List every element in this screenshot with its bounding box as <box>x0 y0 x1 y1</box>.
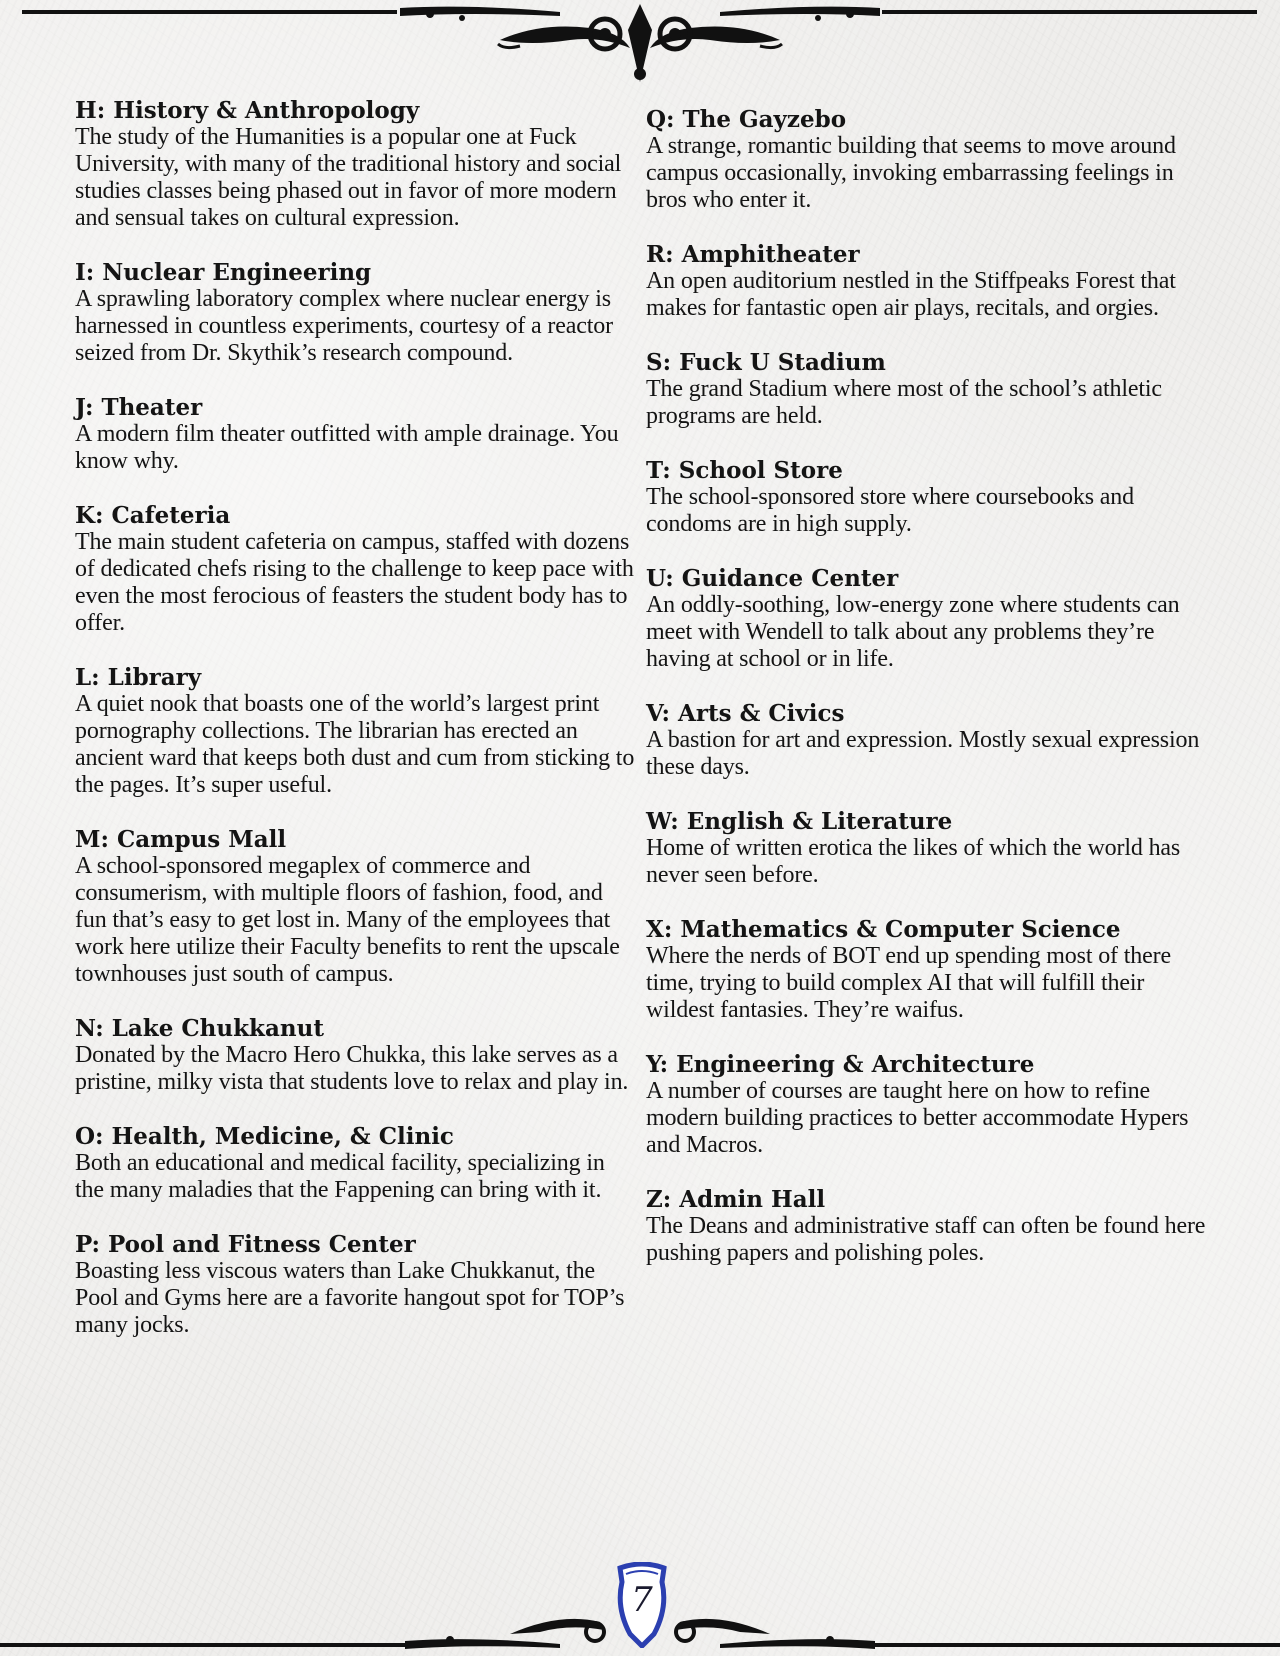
page-badge <box>612 1562 672 1648</box>
entry-o <box>75 1123 635 1204</box>
entry-text: A modern film theater outfitted with ample drainage. You know why. <box>75 421 619 474</box>
entry-title: W: English & Literature <box>646 808 953 835</box>
entry-text: An oddly-soothing, low-energy zone where students can meet with Wendell to talk about any problems they’re having at school or in life. <box>646 592 1180 672</box>
entry-text: Where the nerds of BOT end up spending most of there time, trying to build complex AI that will fulfill their wildest fantasies. They’re waifus. <box>646 943 1171 1023</box>
entry-l <box>75 664 635 799</box>
left-column <box>75 97 635 1366</box>
entry-z <box>646 1186 1206 1267</box>
entry-text: A school-sponsored megaplex of commerce and consumerism, with multiple floors of fashion, food, and fun that’s easy to get lost in. Many of the employees that work here utilize their Faculty benefits to rent the upscale townhouses just south of campus. <box>75 853 620 987</box>
entry-text: A strange, romantic building that seems to move around campus occasionally, invoking embarrassing feelings in bros who enter it. <box>646 133 1176 213</box>
entry-title: J: Theater <box>75 394 203 421</box>
entry-title: M: Campus Mall <box>75 826 287 853</box>
entry-title: Z: Admin Hall <box>646 1186 826 1213</box>
entry-title: R: Amphitheater <box>646 241 860 268</box>
entry-title: P: Pool and Fitness Center <box>75 1231 416 1258</box>
entry-w <box>646 808 1206 889</box>
entry-title: T: School Store <box>646 457 843 484</box>
entry-text: The main student cafeteria on campus, staffed with dozens of dedicated chefs rising to the challenge to keep pace with even the most ferocious of feasters the student body has to offer. <box>75 529 634 636</box>
entry-k <box>75 502 635 637</box>
entry-title: S: Fuck U Stadium <box>646 349 886 376</box>
entry-q <box>646 106 1206 214</box>
entry-s <box>646 349 1206 430</box>
entry-h <box>75 97 635 232</box>
entry-y <box>646 1051 1206 1159</box>
entry-text: A sprawling laboratory complex where nuclear energy is harnessed in countless experiments, courtesy of a reactor seized from Dr. Skythik’s research compound. <box>75 286 613 366</box>
entry-m <box>75 826 635 988</box>
entry-text: A number of courses are taught here on how to refine modern building practices to better accommodate Hypers and Macros. <box>646 1078 1189 1158</box>
entry-text: The grand Stadium where most of the school’s athletic programs are held. <box>646 376 1162 429</box>
page-number: 7 <box>631 1580 653 1620</box>
entry-title: O: Health, Medicine, & Clinic <box>75 1123 454 1150</box>
entry-title: V: Arts & Civics <box>646 700 845 727</box>
entry-text: Both an educational and medical facility, specializing in the many maladies that the Fappening can bring with it. <box>75 1150 605 1203</box>
entry-text: The study of the Humanities is a popular one at Fuck University, with many of the traditional history and social studies classes being phased out in favor of more modern and sensual takes on cultural expression. <box>75 124 622 231</box>
entry-j <box>75 394 635 475</box>
entry-title: I: Nuclear Engineering <box>75 259 372 286</box>
entry-text: Boasting less viscous waters than Lake Chukkanut, the Pool and Gyms here are a favorite hangout spot for TOP’s many jocks. <box>75 1258 625 1338</box>
entry-title: Q: The Gayzebo <box>646 106 847 133</box>
entry-x <box>646 916 1206 1024</box>
entry-title: Y: Engineering & Architecture <box>646 1051 1035 1078</box>
entry-r <box>646 241 1206 322</box>
entry-text: Home of written erotica the likes of which the world has never seen before. <box>646 835 1181 888</box>
entry-u <box>646 565 1206 673</box>
top-scroll-ornament-icon <box>0 0 1280 90</box>
right-column <box>646 106 1206 1294</box>
entry-text: The Deans and administrative staff can often be found here pushing papers and polishing poles. <box>646 1213 1206 1266</box>
entry-text: A bastion for art and expression. Mostly sexual expression these days. <box>646 727 1200 780</box>
entry-text: The school-sponsored store where coursebooks and condoms are in high supply. <box>646 484 1134 537</box>
entry-title: H: History & Anthropology <box>75 97 420 124</box>
entry-title: K: Cafeteria <box>75 502 231 529</box>
entry-title: U: Guidance Center <box>646 565 899 592</box>
entry-v <box>646 700 1206 781</box>
entry-title: N: Lake Chukkanut <box>75 1015 324 1042</box>
entry-title: L: Library <box>75 664 202 691</box>
entry-text: A quiet nook that boasts one of the world’s largest print pornography collections. The librarian has erected an ancient ward that keeps both dust and cum from sticking to the pages. It’s super useful. <box>75 691 635 798</box>
entry-text: Donated by the Macro Hero Chukka, this lake serves as a pristine, milky vista that students love to relax and play in. <box>75 1042 629 1095</box>
entry-t <box>646 457 1206 538</box>
entry-p <box>75 1231 635 1339</box>
entry-i <box>75 259 635 367</box>
entry-text: An open auditorium nestled in the Stiffpeaks Forest that makes for fantastic open air plays, recitals, and orgies. <box>646 268 1176 321</box>
entry-n <box>75 1015 635 1096</box>
entry-title: X: Mathematics & Computer Science <box>646 916 1121 943</box>
